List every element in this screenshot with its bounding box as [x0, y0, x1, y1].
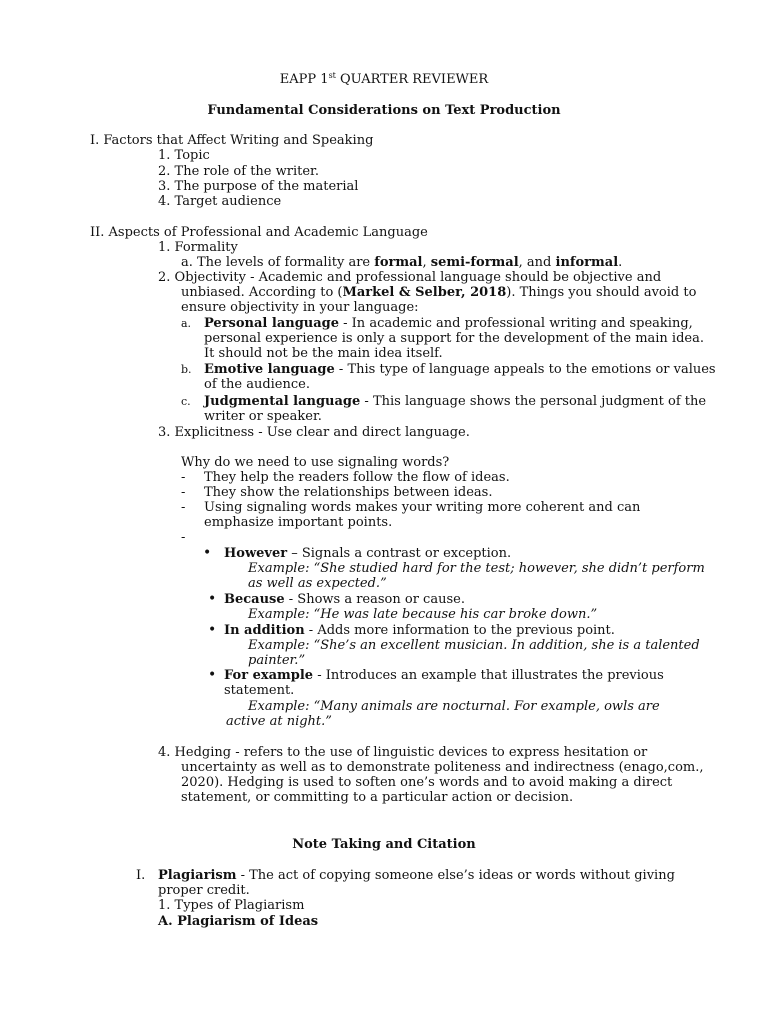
explicitness-item: 3. Explicitness - Use clear and direct language. [158, 425, 470, 440]
sub-letter: b. [181, 363, 192, 376]
roman-numeral: I. [136, 868, 146, 883]
signal-in-addition: In addition - Adds more information to the previous point. [224, 623, 615, 638]
dash-marker: - [181, 500, 186, 515]
judgmental-language-line: writer or speaker. [204, 409, 322, 424]
section-1-item: 2. The role of the writer. [158, 164, 319, 179]
dash-marker: - [181, 530, 186, 545]
personal-language-line: It should not be the main idea itself. [204, 346, 443, 361]
example-however: Example: “She studied hard for the test; however, she didn’t perform [248, 561, 705, 576]
objectivity-item: 2. Objectivity - Academic and professional language should be objective and [158, 270, 662, 285]
example-however-line: as well as expected.” [248, 576, 387, 591]
dash-marker: - [181, 485, 186, 500]
signaling-reason: They help the readers follow the flow of ideas. [204, 470, 510, 485]
section-1-heading: I. Factors that Affect Writing and Speaking [90, 133, 374, 148]
bullet-marker: • [208, 667, 217, 683]
example-because: Example: “He was late because his car broke down.” [248, 607, 598, 622]
signaling-reason: Using signaling words makes your writing more coherent and can [204, 500, 641, 515]
plagiarism-line: proper credit. [158, 883, 250, 898]
bullet-marker: • [203, 545, 212, 561]
formality-levels: a. The levels of formality are formal, semi-formal, and informal. [181, 255, 623, 270]
personal-language-item: Personal language - In academic and professional writing and speaking, [204, 316, 693, 331]
sub-letter: a. [181, 317, 192, 330]
signaling-reason-line: emphasize important points. [204, 515, 393, 530]
bullet-marker: • [208, 591, 217, 607]
hedging-item: 4. Hedging - refers to the use of linguistic devices to express hesitation or [158, 745, 648, 760]
signaling-reason: They show the relationships between ideas. [204, 485, 493, 500]
emotive-language-line: of the audience. [204, 377, 310, 392]
section-3-heading: Note Taking and Citation [292, 837, 476, 852]
hedging-line: uncertainty as well as to demonstrate politeness and indirectness (enago,com., [181, 760, 704, 775]
title-text-rest: QUARTER REVIEWER [335, 72, 489, 87]
personal-language-line: personal experience is only a support for the development of the main idea. [204, 331, 704, 346]
signal-for-example: For example - Introduces an example that illustrates the previous [224, 668, 664, 683]
objectivity-line: unbiased. According to (Markel & Selber, 2018). Things you should avoid to [181, 285, 697, 300]
doc-title [0, 72, 768, 87]
dash-marker: - [181, 470, 186, 485]
emotive-language-item: Emotive language - This type of language appeals to the emotions or values [204, 362, 716, 377]
example-in-addition-line: painter.” [248, 653, 306, 668]
title-superscript: st [328, 71, 336, 80]
hedging-line: statement, or committing to a particular action or decision. [181, 790, 574, 805]
plagiarism-of-ideas: A. Plagiarism of Ideas [158, 914, 319, 929]
section-2-heading: II. Aspects of Professional and Academic Language [90, 225, 428, 240]
bullet-marker: • [208, 622, 217, 638]
example-for-example-line: active at night.” [226, 714, 332, 729]
sub-letter: c. [181, 395, 191, 408]
section-1-item: 3. The purpose of the material [158, 179, 359, 194]
doc-subtitle: Fundamental Considerations on Text Production [207, 103, 561, 118]
example-for-example: Example: “Many animals are nocturnal. For example, owls are [248, 699, 660, 714]
formality-item: 1. Formality [158, 240, 238, 255]
title-text: EAPP 1 [279, 72, 329, 87]
objectivity-line: ensure objectivity in your language: [181, 300, 419, 315]
section-1-item: 1. Topic [158, 148, 210, 163]
hedging-line: 2020). Hedging is used to soften one’s words and to avoid making a direct [181, 775, 673, 790]
signaling-question: Why do we need to use signaling words? [181, 455, 450, 470]
types-of-plagiarism: 1. Types of Plagiarism [158, 898, 305, 913]
judgmental-language-item: Judgmental language - This language shows the personal judgment of the [204, 394, 707, 409]
signal-however: However – Signals a contrast or exception. [224, 546, 512, 561]
signal-for-example-line: statement. [224, 683, 295, 698]
signal-because: Because - Shows a reason or cause. [224, 592, 465, 607]
example-in-addition: Example: “She’s an excellent musician. In addition, she is a talented [248, 638, 700, 653]
plagiarism-item: Plagiarism - The act of copying someone else’s ideas or words without giving [158, 868, 675, 883]
section-1-item: 4. Target audience [158, 194, 282, 209]
